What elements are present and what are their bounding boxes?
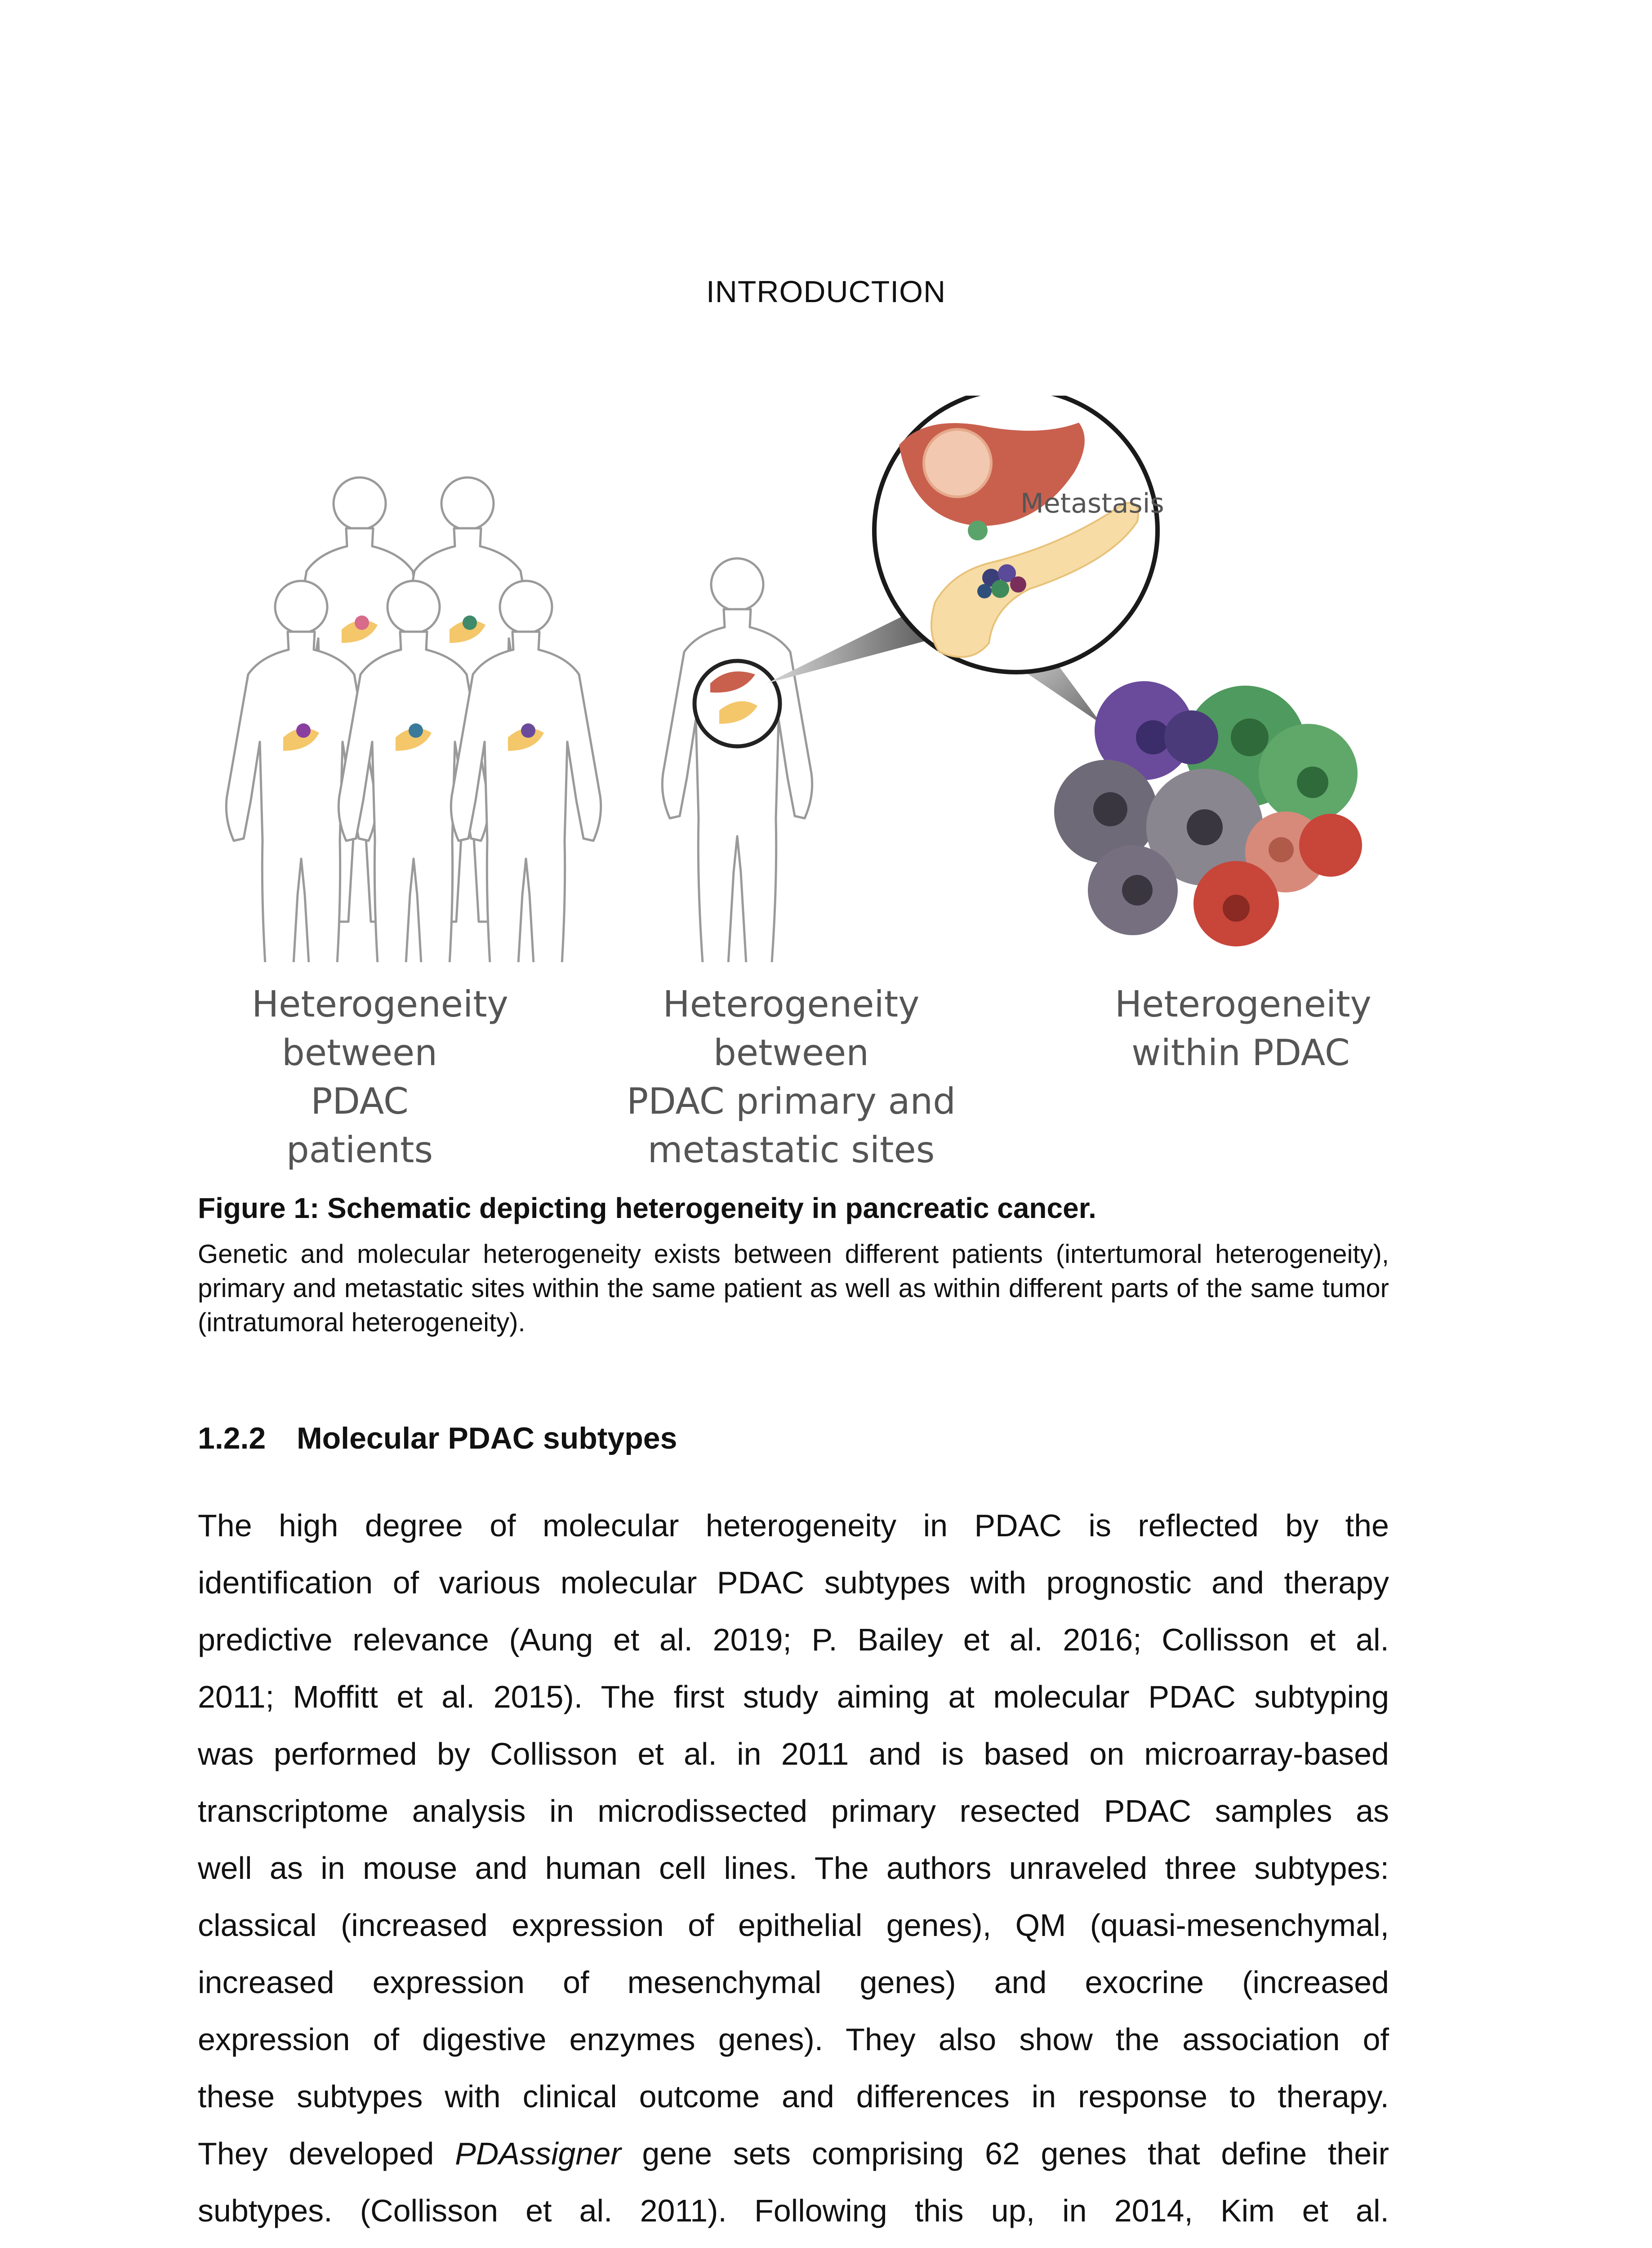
tumor-icon <box>409 723 423 738</box>
body-line: well as in mouse and human cell lines. The authors unraveled three subtypes: <box>198 1851 1389 1886</box>
caption-text: Genetic and molecular heterogeneity exists between different patients (intertumoral heterogeneity), primary and metastatic sites within the same patient as well as within different parts of the same tumor (intratumoral heterogeneity). <box>198 1240 1389 1337</box>
running-header: INTRODUCTION <box>706 275 946 309</box>
body-line: transcriptome analysis in microdissected primary resected PDAC samples as <box>198 1793 1389 1829</box>
figure-caption <box>198 1191 1389 1340</box>
tumor-icon <box>463 616 477 630</box>
metastasis-tumor-icon <box>924 429 991 497</box>
heterogeneity-illustration <box>198 396 1394 962</box>
tumor-icon <box>521 723 535 738</box>
body-line: classical (increased expression of epithelial genes), QM (quasi-mesenchymal, <box>198 1908 1389 1943</box>
cell-nucleus-icon <box>1093 792 1127 826</box>
body-paragraph <box>198 1497 1389 2248</box>
cell-nucleus-icon <box>1269 837 1294 862</box>
section-title: Molecular PDAC subtypes <box>297 1421 677 1455</box>
body-line: was performed by Collisson et al. in 2011 and is based on microarray-based <box>198 1736 1389 1771</box>
tumor-cell-icon <box>977 584 992 598</box>
patient-figure <box>662 558 812 962</box>
section-number: 1.2.2 <box>198 1421 266 1455</box>
body-line: expression of digestive enzymes genes). They also show the association of <box>198 2022 1389 2057</box>
tumor-cell-icon <box>991 580 1009 598</box>
gallbladder-icon <box>968 521 988 540</box>
body-line: The high degree of molecular heterogeneity in PDAC is reflected by the <box>198 1508 1389 1543</box>
cell-nucleus-icon <box>1223 895 1250 922</box>
metastasis-label: Metastasis <box>1020 488 1164 519</box>
body-line <box>198 2239 1389 2248</box>
body-line: They developed PDAssigner gene sets comprising 62 genes that define their <box>198 2136 1389 2171</box>
cell-nucleus-icon <box>1297 767 1328 798</box>
tumor-icon <box>355 616 369 630</box>
panel-label-within-pdac: Heterogeneity within PDAC <box>1115 983 1371 1074</box>
tumor-cell-cluster <box>1054 681 1362 946</box>
tumor-cell-icon <box>1164 710 1218 764</box>
body-line: 2011; Moffitt et al. 2015). The first study aiming at molecular PDAC subtyping <box>198 1679 1389 1714</box>
body-line: these subtypes with clinical outcome and differences in response to therapy. <box>198 2079 1389 2114</box>
panel-label-primary-metastatic: Heterogeneity between PDAC primary and metastatic sites <box>626 983 956 1171</box>
caption-title: Figure 1: Schematic depicting heterogeneity in pancreatic cancer. <box>198 1192 1096 1224</box>
tumor-icon <box>296 723 311 738</box>
gene-set-name: PDAssigner <box>455 2136 621 2171</box>
body-line: subtypes. (Collisson et al. 2011). Following this up, in 2014, Kim et al. <box>198 2193 1389 2228</box>
cell-nucleus-icon <box>1231 718 1269 756</box>
tumor-cell-icon <box>1010 576 1026 593</box>
tumor-cell-icon <box>1299 814 1362 877</box>
body-line: increased expression of mesenchymal genes) and exocrine (increased <box>198 1965 1389 2000</box>
figure-1-schematic <box>198 396 1394 1171</box>
cell-nucleus-icon <box>1122 875 1153 905</box>
section-heading <box>198 1421 677 1456</box>
body-line: predictive relevance (Aung et al. 2019; P. Bailey et al. 2016; Collisson et al. <box>198 1622 1389 1657</box>
body-line: identification of various molecular PDAC subtypes with prognostic and therapy <box>198 1565 1389 1600</box>
panel-label-between-patients: Heterogeneity between PDAC patients <box>252 983 508 1171</box>
cell-nucleus-icon <box>1187 809 1223 845</box>
